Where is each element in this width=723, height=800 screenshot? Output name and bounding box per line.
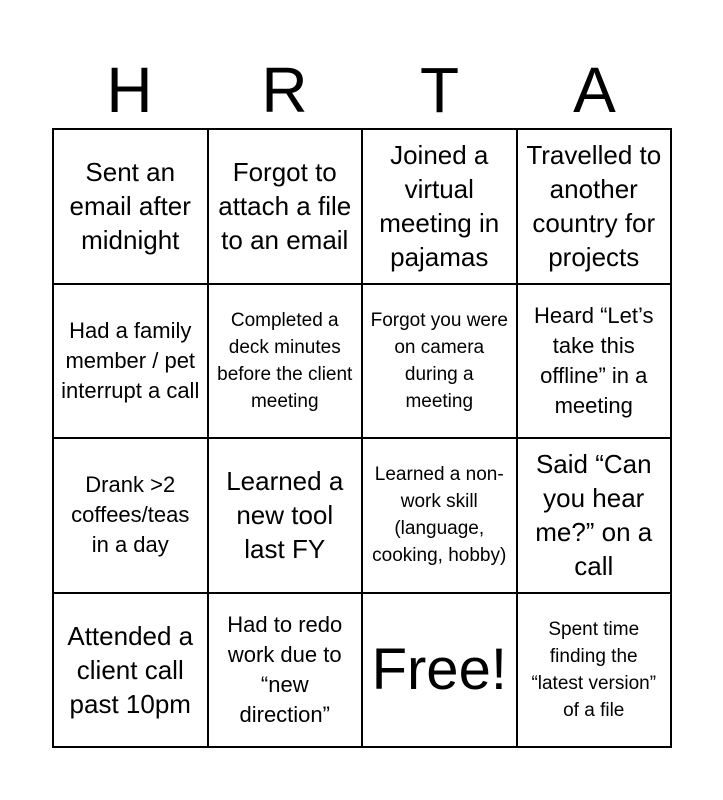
bingo-cell-r2c1[interactable] (54, 285, 209, 440)
cell-text: Had to redo work due to “new direction” (227, 611, 343, 727)
header-letter-a: A (573, 54, 616, 126)
cell-text: Attended a client call past 10pm (67, 620, 194, 719)
cell-text: Learned a new tool last FY (226, 466, 344, 565)
cell-text: Completed a deck minutes before the client meeting (217, 309, 353, 412)
bingo-cell-r4c1[interactable] (54, 594, 209, 749)
bingo-grid (52, 128, 672, 748)
bingo-cell-r4c2[interactable] (209, 594, 364, 749)
cell-text: Drank >2 coffees/teas in a day (71, 472, 190, 558)
cell-text: Sent an email after midnight (69, 157, 191, 256)
bingo-cell-r2c3[interactable] (363, 285, 518, 440)
cell-text: Said “Can you hear me?” on a call (535, 449, 653, 582)
bingo-cell-r3c3[interactable] (363, 439, 518, 594)
bingo-header (52, 52, 672, 128)
bingo-cell-r3c2[interactable] (209, 439, 364, 594)
bingo-cell-r1c4[interactable] (518, 130, 673, 285)
header-letter-t: T (419, 54, 460, 126)
cell-text: Had a family member / pet interrupt a call (61, 317, 200, 403)
cell-text: Joined a virtual meeting in pajamas (379, 140, 500, 273)
cell-text: Spent time finding the “latest version” of a file (531, 618, 657, 721)
cell-text: Learned a non-work skill (language, cooking, hobby) (372, 464, 507, 567)
bingo-cell-r2c2[interactable] (209, 285, 364, 440)
cell-text: Forgot to attach a file to an email (218, 157, 352, 256)
cell-text: Forgot you were on camera during a meeting (370, 309, 508, 412)
bingo-cell-r3c1[interactable] (54, 439, 209, 594)
header-letter-h: H (106, 54, 153, 126)
bingo-cell-r4c4[interactable] (518, 594, 673, 749)
bingo-cell-r3c4[interactable] (518, 439, 673, 594)
cell-text: Heard “Let’s take this offline” in a meeting (534, 302, 654, 418)
bingo-cell-r1c2[interactable] (209, 130, 364, 285)
header-letter-r: R (261, 54, 308, 126)
free-space-text: Free! (371, 636, 507, 702)
bingo-cell-r2c4[interactable] (518, 285, 673, 440)
bingo-cell-free[interactable] (363, 594, 518, 749)
bingo-cell-r1c1[interactable] (54, 130, 209, 285)
bingo-cell-r1c3[interactable] (363, 130, 518, 285)
cell-text: Travelled to another country for projects (526, 140, 662, 273)
